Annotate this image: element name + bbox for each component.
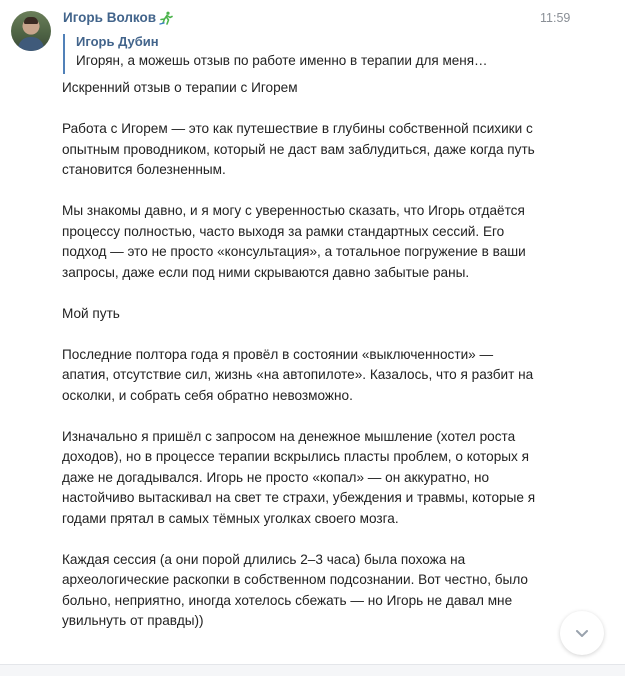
author-name[interactable]: Игорь Волков (63, 10, 157, 25)
avatar[interactable] (11, 11, 51, 51)
message-paragraph: Изначально я пришёл с запросом на денежное мышление (хотел роста доходов), но в процессе терапии вскрылись пласты проблем, о которых я даже не догадывался. Игорь не просто «копал» — он аккуратно, но настойчиво вытаскивал на свет те страхи, убеждения и травмы, которые я годами прятал в самых тёмных уголках своего мозга. (62, 428, 536, 526)
message-paragraph: Искренний отзыв о терапии с Игорем (62, 80, 298, 95)
chevron-down-icon (573, 624, 591, 642)
message-paragraph: Последние полтора года я провёл в состоянии «выключенности» — апатия, отсутствие сил, жизнь «на автопилоте». Казалось, что я разбит на осколки, и собрать себя обратно невозможно. (62, 346, 534, 403)
message-paragraph: Каждая сессия (а они порой длились 2–3 часа) была похожа на археологические раскопки в собственном подсознании. Вот честно, было больно, неприятно, иногда хотелось сбежать — но Игорь не давал мне увильнуть от правды)) (62, 551, 528, 628)
message-body (62, 78, 542, 652)
scroll-down-button[interactable] (560, 611, 604, 655)
message-paragraph: Мы знакомы давно, и я могу с уверенностью сказать, что Игорь отдаётся процессу полностью, часто выходя за рамки стандартных сессий. Его подход — это не просто «консультация», а тотальное погружение в ваши запросы, даже если под ними скрываются давно забытые раны. (62, 203, 526, 280)
message-paragraph: Мой путь (62, 305, 120, 321)
message-time: 11:59 (540, 11, 571, 25)
avatar-hair (24, 17, 38, 24)
composer-edge (0, 664, 625, 676)
running-figure-icon (159, 11, 173, 25)
reply-author: Игорь Дубин (76, 34, 159, 49)
reply-text: Игорян, а можешь отзыв по работе именно в терапии для меня… (76, 53, 488, 68)
message-paragraph: Работа с Игорем — это как путешествие в глубины собственной психики с опытным проводником, который не даст вам заблудиться, даже когда путь становится болезненным. (62, 121, 535, 177)
reply-quote[interactable] (63, 34, 535, 74)
avatar-shirt (18, 37, 44, 51)
